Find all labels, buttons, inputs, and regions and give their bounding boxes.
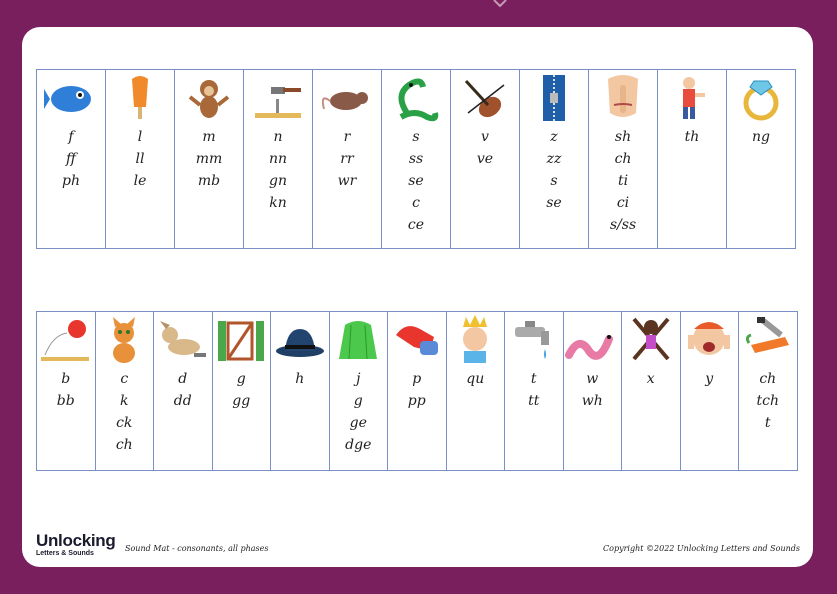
snake-icon: [382, 70, 450, 126]
grapheme: dge: [345, 437, 372, 453]
worm-icon: [564, 312, 622, 368]
grapheme: p: [412, 371, 422, 387]
sound-card: [589, 69, 658, 249]
grapheme: gg: [232, 393, 251, 409]
grapheme: ti: [617, 173, 629, 189]
grapheme: th: [684, 129, 700, 145]
grapheme: w: [586, 371, 599, 387]
grapheme: h: [295, 371, 305, 387]
grapheme: gn: [269, 173, 287, 189]
sound-card: [96, 311, 155, 471]
sound-card: [175, 69, 244, 249]
grapheme: s: [550, 173, 558, 189]
grapheme: j: [356, 371, 361, 387]
grapheme: d: [178, 371, 188, 387]
grapheme: m: [202, 129, 216, 145]
grapheme: f: [68, 129, 74, 145]
tap-icon: [505, 312, 563, 368]
grapheme: l: [137, 129, 143, 145]
sound-card: [388, 311, 447, 471]
grapheme: g: [236, 371, 246, 387]
sound-card: [447, 311, 506, 471]
grapheme: ch: [115, 437, 133, 453]
grapheme: y: [705, 371, 714, 387]
grapheme: dd: [173, 393, 192, 409]
dog-icon: [154, 312, 212, 368]
fish-icon: [37, 70, 105, 126]
grapheme: s/ss: [609, 217, 637, 233]
grapheme: k: [120, 393, 129, 409]
chop-icon: [739, 312, 797, 368]
grapheme: ch: [614, 151, 632, 167]
grapheme: tt: [528, 393, 540, 409]
grapheme: se: [408, 173, 424, 189]
grapheme: le: [133, 173, 147, 189]
grapheme: ci: [616, 195, 630, 211]
grapheme: ng: [752, 129, 770, 145]
grapheme: n: [273, 129, 283, 145]
grapheme: ll: [135, 151, 145, 167]
grapheme: tch: [756, 393, 779, 409]
grapheme: x: [646, 371, 655, 387]
sound-card: [213, 311, 272, 471]
grapheme: t: [530, 371, 537, 387]
gate-icon: [213, 312, 271, 368]
grapheme: rr: [340, 151, 354, 167]
sound-card: [154, 311, 213, 471]
logo-line2: Letters & Sounds: [36, 550, 94, 557]
lolly-icon: [106, 70, 174, 126]
jelly-icon: [330, 312, 388, 368]
monkey-icon: [175, 70, 243, 126]
sound-card: [681, 311, 740, 471]
sound-card: [330, 311, 389, 471]
grapheme: qu: [466, 371, 485, 387]
cat-icon: [96, 312, 154, 368]
grapheme: kn: [269, 195, 287, 211]
sound-card: [271, 311, 330, 471]
grapheme: nn: [268, 151, 288, 167]
puppet-icon: [388, 312, 446, 368]
rat-icon: [313, 70, 381, 126]
grapheme: ge: [349, 415, 367, 431]
thumbs-icon: [658, 70, 726, 126]
zip-icon: [520, 70, 588, 126]
copyright: Copyright ©2022 Unlocking Letters and Sounds: [603, 544, 800, 553]
sound-card: [739, 311, 798, 471]
grapheme: z: [550, 129, 558, 145]
grapheme: mm: [195, 151, 223, 167]
grapheme: s: [412, 129, 420, 145]
grapheme: ve: [476, 151, 494, 167]
shush-icon: [589, 70, 657, 126]
grapheme: ce: [407, 217, 425, 233]
sound-card: [520, 69, 589, 249]
sound-card: [727, 69, 796, 249]
sound-card: [37, 311, 96, 471]
mat-title: Sound Mat - consonants, all phases: [125, 544, 269, 553]
grapheme: r: [343, 129, 351, 145]
grapheme: v: [481, 129, 489, 145]
sound-card: [564, 311, 623, 471]
sound-card: [37, 69, 106, 249]
sound-card: [106, 69, 175, 249]
grapheme: t: [764, 415, 771, 431]
sound-card: [313, 69, 382, 249]
grapheme: ch: [759, 371, 777, 387]
yell-icon: [681, 312, 739, 368]
grapheme: b: [61, 371, 71, 387]
sound-card: [658, 69, 727, 249]
grapheme: sh: [614, 129, 632, 145]
grapheme: zz: [546, 151, 562, 167]
grapheme: g: [353, 393, 363, 409]
girl-x-icon: [622, 312, 680, 368]
grapheme: pp: [407, 393, 426, 409]
grapheme: se: [546, 195, 562, 211]
sound-card: [622, 311, 681, 471]
grapheme: wh: [581, 393, 603, 409]
queen-icon: [447, 312, 505, 368]
grapheme: ss: [408, 151, 424, 167]
grapheme: wr: [337, 173, 357, 189]
sound-card: [244, 69, 313, 249]
grapheme: ck: [116, 415, 133, 431]
consonant-row-1: [36, 69, 796, 249]
consonant-row-2: [36, 311, 798, 471]
grapheme: c: [412, 195, 420, 211]
grapheme: ph: [62, 173, 80, 189]
grapheme: ff: [66, 151, 76, 167]
hat-icon: [271, 312, 329, 368]
sound-card: [451, 69, 520, 249]
grapheme: c: [120, 371, 129, 387]
sound-card: [505, 311, 564, 471]
ring-icon: [727, 70, 795, 126]
logo-line1: Unlocking: [36, 531, 116, 550]
sound-card: [382, 69, 451, 249]
grapheme: bb: [56, 393, 75, 409]
violin-icon: [451, 70, 519, 126]
ball-icon: [37, 312, 95, 368]
grapheme: mb: [197, 173, 221, 189]
chevron-down-icon[interactable]: [492, 0, 508, 8]
logo: [36, 533, 115, 557]
hammer-nail-icon: [244, 70, 312, 126]
